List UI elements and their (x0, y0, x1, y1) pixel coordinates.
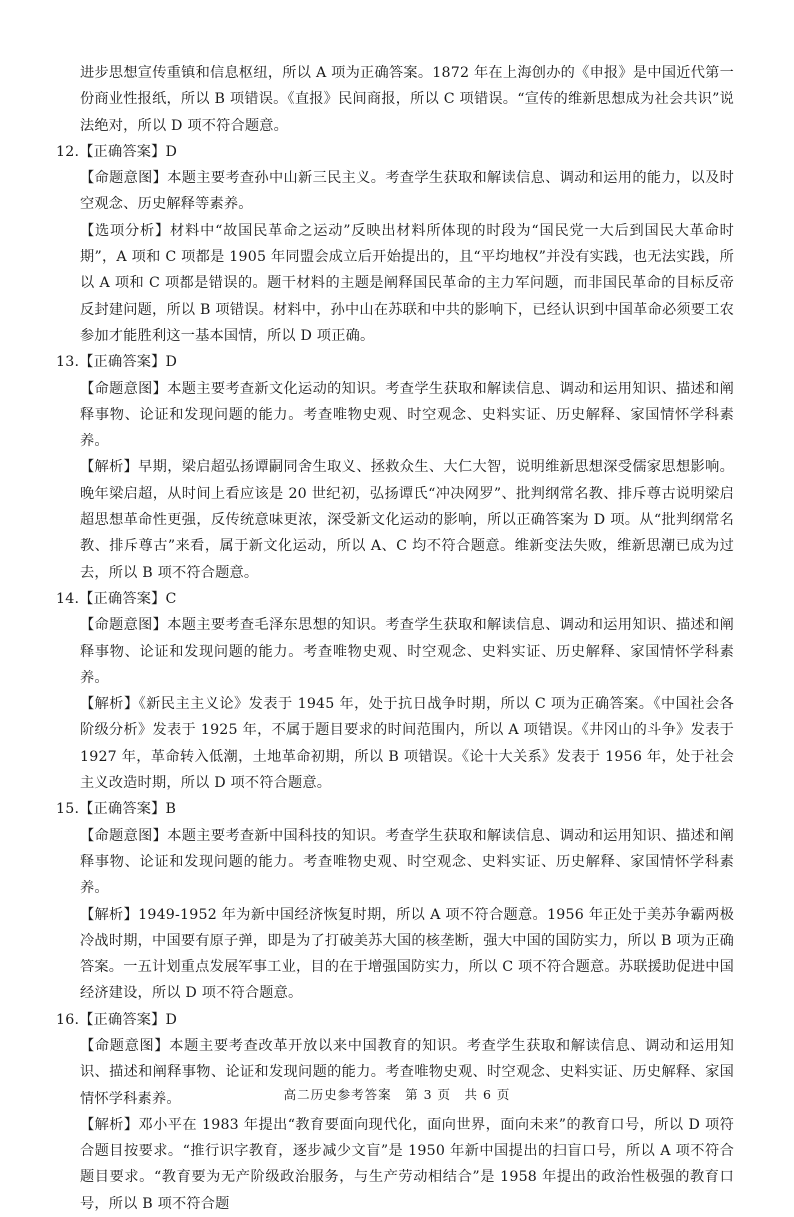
question-15 (56, 796, 734, 1006)
question-14 (56, 586, 734, 796)
analysis-paragraph: 【解析】早期，梁启超弘扬谭嗣同舍生取义、拯救众生、大仁大智，说明维新思想深受儒家思想影响。晚年梁启超，从时间上看应该是 20 世纪初，弘扬谭氏“冲决网罗”、批判纲常名教、排斥尊古说明梁启超思想革命性更强，反传统意味更浓，深受新文化运动的影响，所以正确答案为 D 项。从“批判纲常名教、排斥尊古”来看，属于新文化运动，所以 A、C 均不符合题意。维新变法失败，维新思潮已成为过去，所以 B 项不符合题意。 (80, 459, 734, 581)
question-header: 16.【正确答案】D (56, 1011, 178, 1028)
intent-paragraph: 【命题意图】本题主要考查改革开放以来中国教育的知识。考查学生获取和解读信息、调动和运用知识、描述和阐释事物、论证和发现问题的能力。考查唯物史观、时空观念、史料实证、历史解释、家国情怀学科素养。 (80, 1037, 734, 1107)
intent-paragraph: 【命题意图】本题主要考查孙中山新三民主义。考查学生获取和解读信息、调动和运用的能力，以及时空观念、历史解释等素养。 (80, 170, 734, 213)
answer-content (56, 60, 734, 1217)
page-footer: 高二历史参考答案 第 3 页 共 6 页 (283, 1087, 511, 1102)
analysis-paragraph: 【选项分析】材料中“故国民革命之运动”反映出材料所体现的时段为“国民党一大后到国民大革命时期”，A 项和 C 项都是 1905 年同盟会成立后开始提出的，且“平均地权”并没有实践，也无法实践，所以 A 项和 C 项都是错误的。题干材料的主题是阐释国民革命的主力军问题，而非国民革命的目标反帝反封建问题，所以 B 项错误。材料中，孙中山在苏联和中共的影响下，已经认识到中国革命必须要工农参加才能胜利这一基本国情，所以 D 项正确。 (80, 222, 734, 344)
question-header: 14.【正确答案】C (56, 590, 177, 607)
analysis-paragraph: 【解析】1949-1952 年为新中国经济恢复时期，所以 A 项不符合题意。1956 年正处于美苏争霸两极冷战时期，中国要有原子弹，即是为了打破美苏大国的核垄断，强大中国的国防实力，所以 B 项为正确答案。一五计划重点发展军事工业，目的在于增强国防实力，所以 C 项不符合题意。苏联援助促进中国经济建设，所以 D 项不符合题意。 (80, 906, 734, 1002)
question-12 (56, 139, 734, 349)
intent-paragraph: 【命题意图】本题主要考查毛泽东思想的知识。考查学生获取和解读信息、调动和运用知识、描述和阐释事物、论证和发现问题的能力。考查唯物史观、时空观念、史料实证、历史解释、家国情怀学科素养。 (80, 617, 734, 686)
question-header: 15.【正确答案】B (56, 801, 177, 818)
analysis-paragraph: 【解析】邓小平在 1983 年提出“教育要面向现代化，面向世界，面向未来”的教育口号，所以 D 项符合题目按要求。“推行识字教育，逐步减少文盲”是 1950 年新中国提出的扫盲口号，所以 A 项不符合题目要求。“教育要为无产阶级政治服务，与生产劳动相结合”是 1958 年提出的政治性极强的教育口号，所以 B 项不符合题 (80, 1116, 734, 1212)
intent-paragraph: 【命题意图】本题主要考查新文化运动的知识。考查学生获取和解读信息、调动和运用知识、描述和阐释事物、论证和发现问题的能力。考查唯物史观、时空观念、史料实证、历史解释、家国情怀学科素养。 (80, 380, 734, 450)
analysis-paragraph: 【解析】《新民主主义论》发表于 1945 年，处于抗日战争时期，所以 C 项为正确答案。《中国社会各阶级分析》发表于 1925 年，不属于题目要求的时间范围内，所以 A 项错误。《井冈山的斗争》发表于 1927 年，革命转入低潮，土地革命初期，所以 B 项错误。《论十大关系》发表于 1956 年，处于社会主义改造时期，所以 D 项不符合题意。 (80, 696, 734, 792)
intro-paragraph: 进步思想宣传重镇和信息枢纽，所以 A 项为正确答案。1872 年在上海创办的《申报》是中国近代第一份商业性报纸，所以 B 项错误。《直报》民间商报，所以 C 项错误。“宣传的维新思想成为社会共识”说法绝对，所以 D 项不符合题意。 (80, 65, 734, 134)
question-header: 13.【正确答案】D (56, 354, 178, 371)
question-16 (56, 1007, 734, 1217)
intent-paragraph: 【命题意图】本题主要考查新中国科技的知识。考查学生获取和解读信息、调动和运用知识、描述和阐释事物、论证和发现问题的能力。考查唯物史观、时空观念、史料实证、历史解释、家国情怀学科素养。 (80, 827, 734, 897)
question-header: 12.【正确答案】D (56, 143, 178, 160)
question-13 (56, 349, 734, 586)
